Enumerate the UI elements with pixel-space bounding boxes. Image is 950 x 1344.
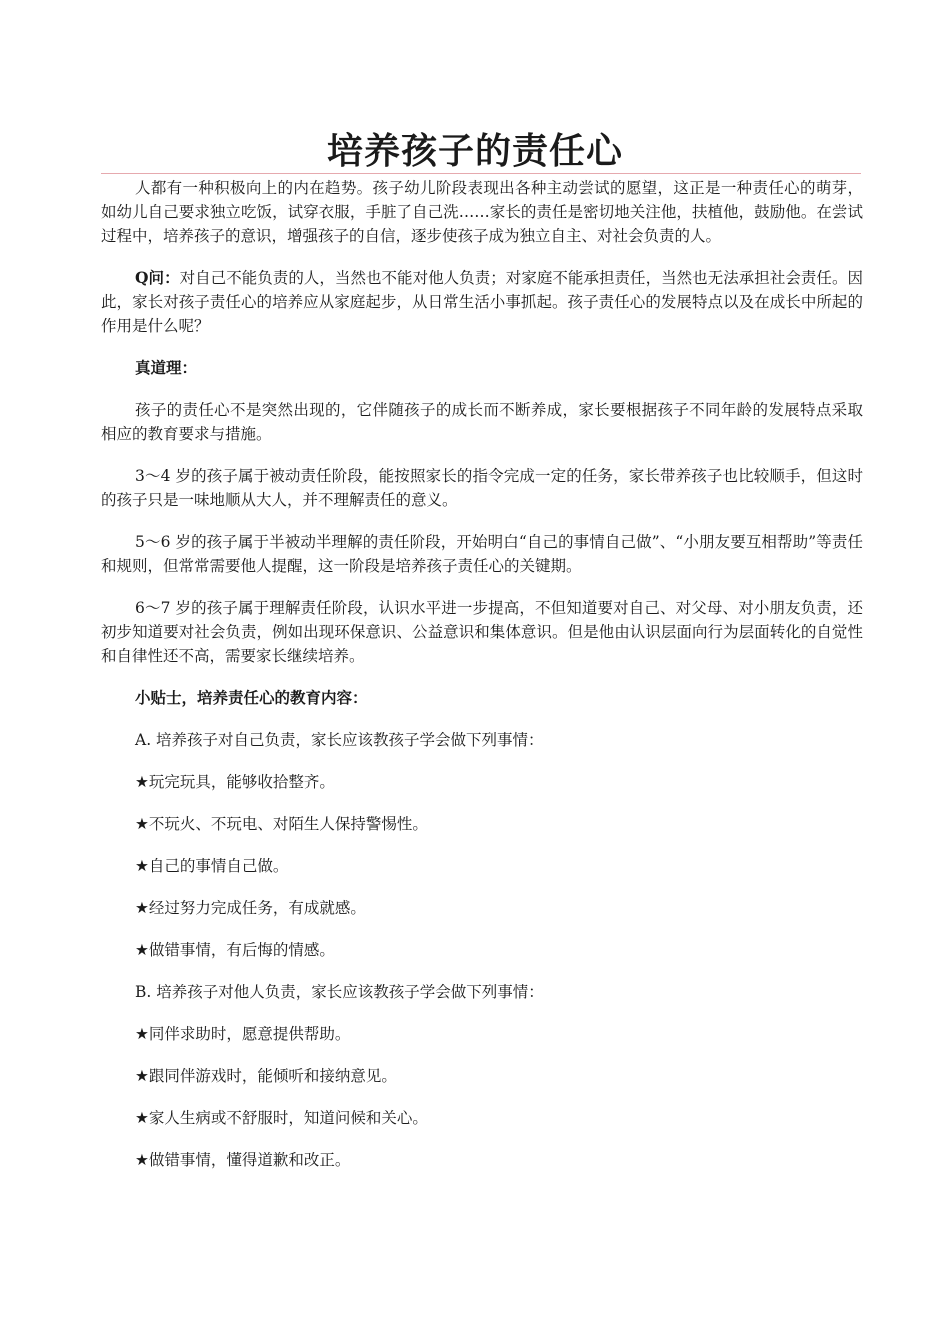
star-icon: ★: [135, 857, 149, 875]
star-icon: ★: [135, 1025, 149, 1043]
section-b-heading: B. 培养孩子对他人负责，家长应该教孩子学会做下列事情：: [135, 983, 544, 1001]
list-item: ★玩完玩具，能够收拾整齐。: [135, 773, 335, 791]
list-item: ★不玩火、不玩电、对陌生人保持警惕性。: [135, 815, 428, 833]
list-b: [101, 1022, 863, 1172]
star-icon: ★: [135, 941, 149, 959]
title-divider: [101, 173, 861, 174]
tips-heading: 小贴士，培养责任心的教育内容：: [135, 688, 368, 707]
age-5-6-paragraph: 5～6 岁的孩子属于半被动半理解的责任阶段，开始明白“自己的事情自己做”、“小朋友要互相帮助”等责任和规则，但常常需要他人提醒，这一阶段是培养孩子责任心的关键期。: [101, 533, 863, 575]
intro-paragraph: 人都有一种积极向上的内在趋势。孩子幼儿阶段表现出各种主动尝试的愿望，这正是一种责任心的萌芽，如幼儿自己要求独立吃饭，试穿衣服，手脏了自己洗……家长的责任是密切地关注他，扶植他，鼓励他。在尝试过程中，培养孩子的意识，增强孩子的自信，逐步使孩子成为独立自主、对社会负责的人。: [101, 179, 863, 245]
list-item: ★经过努力完成任务，有成就感。: [135, 899, 366, 917]
age-6-7-paragraph: 6～7 岁的孩子属于理解责任阶段，认识水平进一步提高，不但知道要对自己、对父母、对小朋友负责，还初步知道要对社会负责，例如出现环保意识、公益意识和集体意识。但是他由认识层面向行为层面转化的自觉性和自律性还不高，需要家长继续培养。: [101, 599, 863, 665]
truth-heading: 真道理：: [135, 358, 198, 377]
truth-paragraph: 孩子的责任心不是突然出现的，它伴随孩子的成长而不断养成，家长要根据孩子不同年龄的发展特点采取相应的教育要求与措施。: [101, 401, 863, 443]
list-item: ★家人生病或不舒服时，知道问候和关心。: [135, 1109, 428, 1127]
article-body: [101, 176, 863, 1190]
question-label: Q问：: [135, 268, 180, 287]
star-icon: ★: [135, 773, 149, 791]
star-icon: ★: [135, 1151, 149, 1169]
section-a-heading: A. 培养孩子对自己负责，家长应该教孩子学会做下列事情：: [135, 731, 544, 749]
question-paragraph: [101, 266, 863, 338]
question-text: 对自己不能负责的人，当然也不能对他人负责；对家庭不能承担责任，当然也无法承担社会责任。因此，家长对孩子责任心的培养应从家庭起步，从日常生活小事抓起。孩子责任心的发展特点以及在成长中所起的作用是什么呢？: [101, 269, 863, 335]
star-icon: ★: [135, 815, 149, 833]
list-item: ★自己的事情自己做。: [135, 857, 289, 875]
list-a: [101, 770, 863, 962]
star-icon: ★: [135, 899, 149, 917]
star-icon: ★: [135, 1109, 149, 1127]
page-title: 培养孩子的责任心: [326, 130, 623, 172]
list-item: ★同伴求助时，愿意提供帮助。: [135, 1025, 351, 1043]
list-item: ★做错事情，懂得道歉和改正。: [135, 1151, 351, 1169]
star-icon: ★: [135, 1067, 149, 1085]
list-item: ★做错事情，有后悔的情感。: [135, 941, 335, 959]
age-3-4-paragraph: 3～4 岁的孩子属于被动责任阶段，能按照家长的指令完成一定的任务，家长带养孩子也比较顺手，但这时的孩子只是一味地顺从大人，并不理解责任的意义。: [101, 467, 863, 509]
list-item: ★跟同伴游戏时，能倾听和接纳意见。: [135, 1067, 397, 1085]
